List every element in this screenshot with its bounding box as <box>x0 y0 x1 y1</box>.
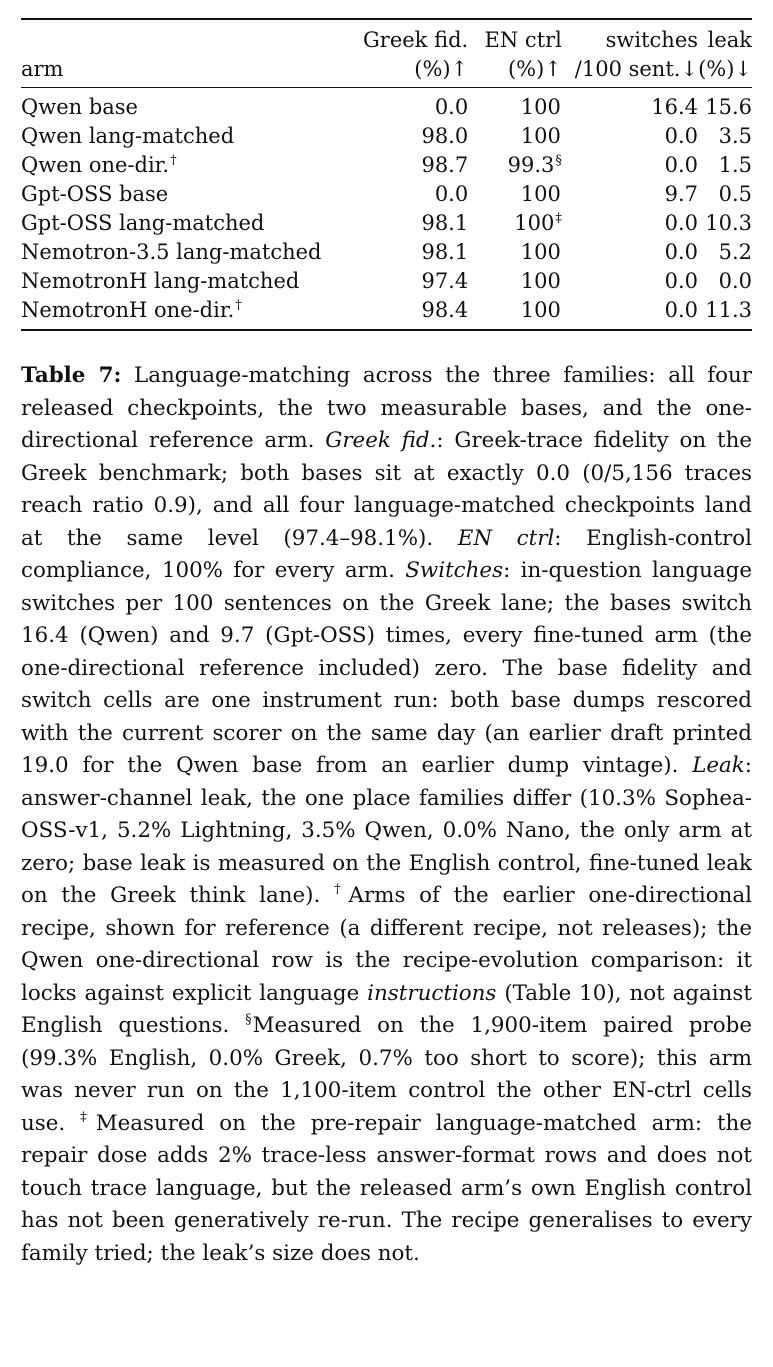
footnote-dagger-text: Arms of the earlier one-directional recipe, shown for reference (a different recipe, not releases); the Qwen one-directional row is the recipe-evolution comparison: it locks against explicit language <box>21 883 753 1006</box>
cell-en-ctrl-value: 100 <box>520 298 561 322</box>
table-row <box>21 238 752 267</box>
cell-switches <box>562 180 698 209</box>
cell-en-ctrl <box>468 296 562 330</box>
cell-leak <box>698 296 752 330</box>
table-row <box>21 88 752 123</box>
cell-arm <box>21 209 337 238</box>
cell-leak <box>698 238 752 267</box>
table-header <box>21 19 752 88</box>
cell-greek-fid-value: 98.1 <box>421 211 469 235</box>
cell-switches-value: 0.0 <box>664 269 699 293</box>
cell-arm-value: Qwen base <box>21 95 138 119</box>
cell-arm <box>21 267 337 296</box>
cell-leak <box>698 180 752 209</box>
cell-switches <box>562 267 698 296</box>
cell-leak-value: 15.6 <box>705 95 752 119</box>
cell-en-ctrl-footnote-mark: § <box>555 153 562 168</box>
header-switches-unit: /100 sent.↓ <box>574 57 699 81</box>
footnote-mark-dagger: † <box>334 882 348 897</box>
cell-en-ctrl-footnote-mark: ‡ <box>555 211 562 226</box>
caption-term-instructions: instructions <box>367 980 497 1006</box>
table-row <box>21 209 752 238</box>
cell-en-ctrl <box>468 209 562 238</box>
cell-leak-value: 1.5 <box>718 153 752 177</box>
cell-arm-value: Gpt-OSS lang-matched <box>21 211 265 235</box>
cell-greek-fid <box>337 180 468 209</box>
cell-arm-value: NemotronH lang-matched <box>21 269 300 293</box>
header-switches: switches <box>605 28 699 52</box>
cell-arm <box>21 88 337 123</box>
cell-leak-value: 0.0 <box>718 269 752 293</box>
footnote-ddagger-text: Measured on the pre-repair language-matched arm: the repair dose adds 2% trace-less answer-format rows and does not touch trace language, but the released arm’s own English control has not been generatively re-run. The recipe generalises to every family tried; the leak’s size does not. <box>21 1110 752 1266</box>
cell-greek-fid <box>337 88 468 123</box>
table-caption <box>21 360 752 1270</box>
header-greek-fid: Greek fid. <box>363 28 469 52</box>
cell-greek-fid <box>337 238 468 267</box>
cell-arm-value: Qwen lang-matched <box>21 124 235 148</box>
cell-arm <box>21 296 337 330</box>
cell-en-ctrl <box>468 180 562 209</box>
cell-en-ctrl-value: 99.3 <box>507 153 555 177</box>
cell-greek-fid-value: 0.0 <box>434 182 469 206</box>
cell-arm-value: Gpt-OSS base <box>21 182 169 206</box>
cell-switches <box>562 296 698 330</box>
caption-term-switches: Switches <box>405 558 504 583</box>
table-body <box>21 88 752 331</box>
cell-switches <box>562 151 698 180</box>
footnote-section-text: Measured on the 1,900-item paired probe (99.3% English, 0.0% Greek, 0.7% too short to score); this arm was never run on the 1,100-item control the other EN-ctrl cells use. <box>21 1013 752 1136</box>
caption-term-en-ctrl: EN ctrl <box>457 525 555 551</box>
caption-text: (Table 10), not against English questions. <box>21 980 752 1038</box>
caption-label: Table 7: <box>21 363 122 388</box>
cell-en-ctrl-value: 100 <box>520 240 561 264</box>
cell-en-ctrl <box>468 88 562 123</box>
cell-arm <box>21 180 337 209</box>
cell-en-ctrl-value: 100 <box>520 269 561 293</box>
cell-greek-fid <box>337 296 468 330</box>
header-leak-unit: (%)↓ <box>698 57 752 81</box>
cell-arm-footnote-mark: † <box>235 298 242 313</box>
cell-switches-value: 0.0 <box>664 211 699 235</box>
table-row <box>21 122 752 151</box>
cell-leak-value: 5.2 <box>718 240 752 264</box>
cell-greek-fid <box>337 122 468 151</box>
footnote-mark-section: § <box>245 1012 252 1027</box>
caption-text: : in-question language switches per 100 sentences on the Greek lane; the bases switch 16.4 (Qwen) and 9.7 (Gpt-OSS) times, every fine-tuned arm (the one-directional reference included) zero. The base fidelity and switch cells are one instrument run: both base dumps rescored with the current scorer on the same day (an earlier draft printed 19.0 for the Qwen base from an earlier dump vintage). <box>21 558 752 778</box>
table-row <box>21 151 752 180</box>
header-greek-unit: (%)↑ <box>414 57 469 81</box>
header-arm: arm <box>21 57 64 81</box>
cell-leak-value: 0.5 <box>718 182 752 206</box>
cell-leak-value: 11.3 <box>705 298 752 322</box>
cell-switches <box>562 122 698 151</box>
caption-term-greek-fid: Greek fid. <box>325 428 437 453</box>
cell-greek-fid-value: 97.4 <box>421 269 469 293</box>
cell-greek-fid-value: 98.0 <box>421 124 469 148</box>
cell-switches-value: 0.0 <box>664 153 699 177</box>
table-row <box>21 267 752 296</box>
cell-en-ctrl <box>468 151 562 180</box>
cell-greek-fid-value: 98.7 <box>421 153 469 177</box>
caption-term-leak: Leak <box>692 753 745 778</box>
cell-arm-value: NemotronH one-dir. <box>21 298 235 322</box>
cell-arm <box>21 122 337 151</box>
cell-en-ctrl-value: 100 <box>520 95 561 119</box>
cell-switches-value: 0.0 <box>664 298 699 322</box>
cell-arm <box>21 238 337 267</box>
cell-switches <box>562 88 698 123</box>
cell-arm-footnote-mark: † <box>170 153 177 168</box>
cell-switches <box>562 238 698 267</box>
cell-arm-value: Qwen one-dir. <box>21 153 170 177</box>
cell-switches-value: 9.7 <box>664 182 699 206</box>
cell-greek-fid <box>337 151 468 180</box>
results-table <box>21 18 752 331</box>
caption-text: Language-matching across the three families: all four released checkpoints, the two measurable bases, and the one-directional reference arm. <box>21 363 753 453</box>
caption-text: : Greek-trace fidelity on the Greek benchmark; both bases sit at exactly 0.0 (0/5,156 traces reach ratio 0.9), and all four language-matched checkpoints land at the same level (97.4–98.1%). <box>21 428 753 551</box>
header-arm-top <box>21 19 337 55</box>
cell-leak-value: 3.5 <box>718 124 752 148</box>
cell-greek-fid-value: 0.0 <box>434 95 469 119</box>
header-en-unit: (%)↑ <box>507 57 562 81</box>
cell-en-ctrl-value: 100 <box>520 182 561 206</box>
table-row <box>21 296 752 330</box>
cell-leak <box>698 151 752 180</box>
cell-greek-fid <box>337 209 468 238</box>
cell-leak <box>698 88 752 123</box>
cell-switches-value: 0.0 <box>664 124 699 148</box>
cell-en-ctrl <box>468 267 562 296</box>
cell-en-ctrl-value: 100 <box>520 124 561 148</box>
header-row-1 <box>21 19 752 55</box>
footnote-mark-ddagger: ‡ <box>80 1109 95 1125</box>
cell-switches-value: 16.4 <box>651 95 699 119</box>
cell-leak <box>698 209 752 238</box>
cell-greek-fid-value: 98.4 <box>421 298 469 322</box>
cell-leak-value: 10.3 <box>705 211 752 235</box>
cell-greek-fid <box>337 267 468 296</box>
cell-switches-value: 0.0 <box>664 240 699 264</box>
header-leak: leak <box>707 28 752 52</box>
cell-switches <box>562 209 698 238</box>
table-row <box>21 180 752 209</box>
cell-leak <box>698 122 752 151</box>
caption-text: : English-control compliance, 100% for every arm. <box>21 525 752 583</box>
cell-greek-fid-value: 98.1 <box>421 240 469 264</box>
cell-leak <box>698 267 752 296</box>
header-row-2 <box>21 55 752 88</box>
cell-en-ctrl-value: 100 <box>514 211 555 235</box>
cell-en-ctrl <box>468 238 562 267</box>
header-en-ctrl: EN ctrl <box>484 28 562 52</box>
cell-en-ctrl <box>468 122 562 151</box>
cell-arm <box>21 151 337 180</box>
cell-arm-value: Nemotron-3.5 lang-matched <box>21 240 322 264</box>
caption-text: : answer-channel leak, the one place families differ (10.3% Sophea-OSS-v1, 5.2% Lightning, 3.5% Qwen, 0.0% Nano, the only arm at zero; base leak is measured on the English control, fine-tuned leak on the Greek think lane). <box>21 753 752 908</box>
